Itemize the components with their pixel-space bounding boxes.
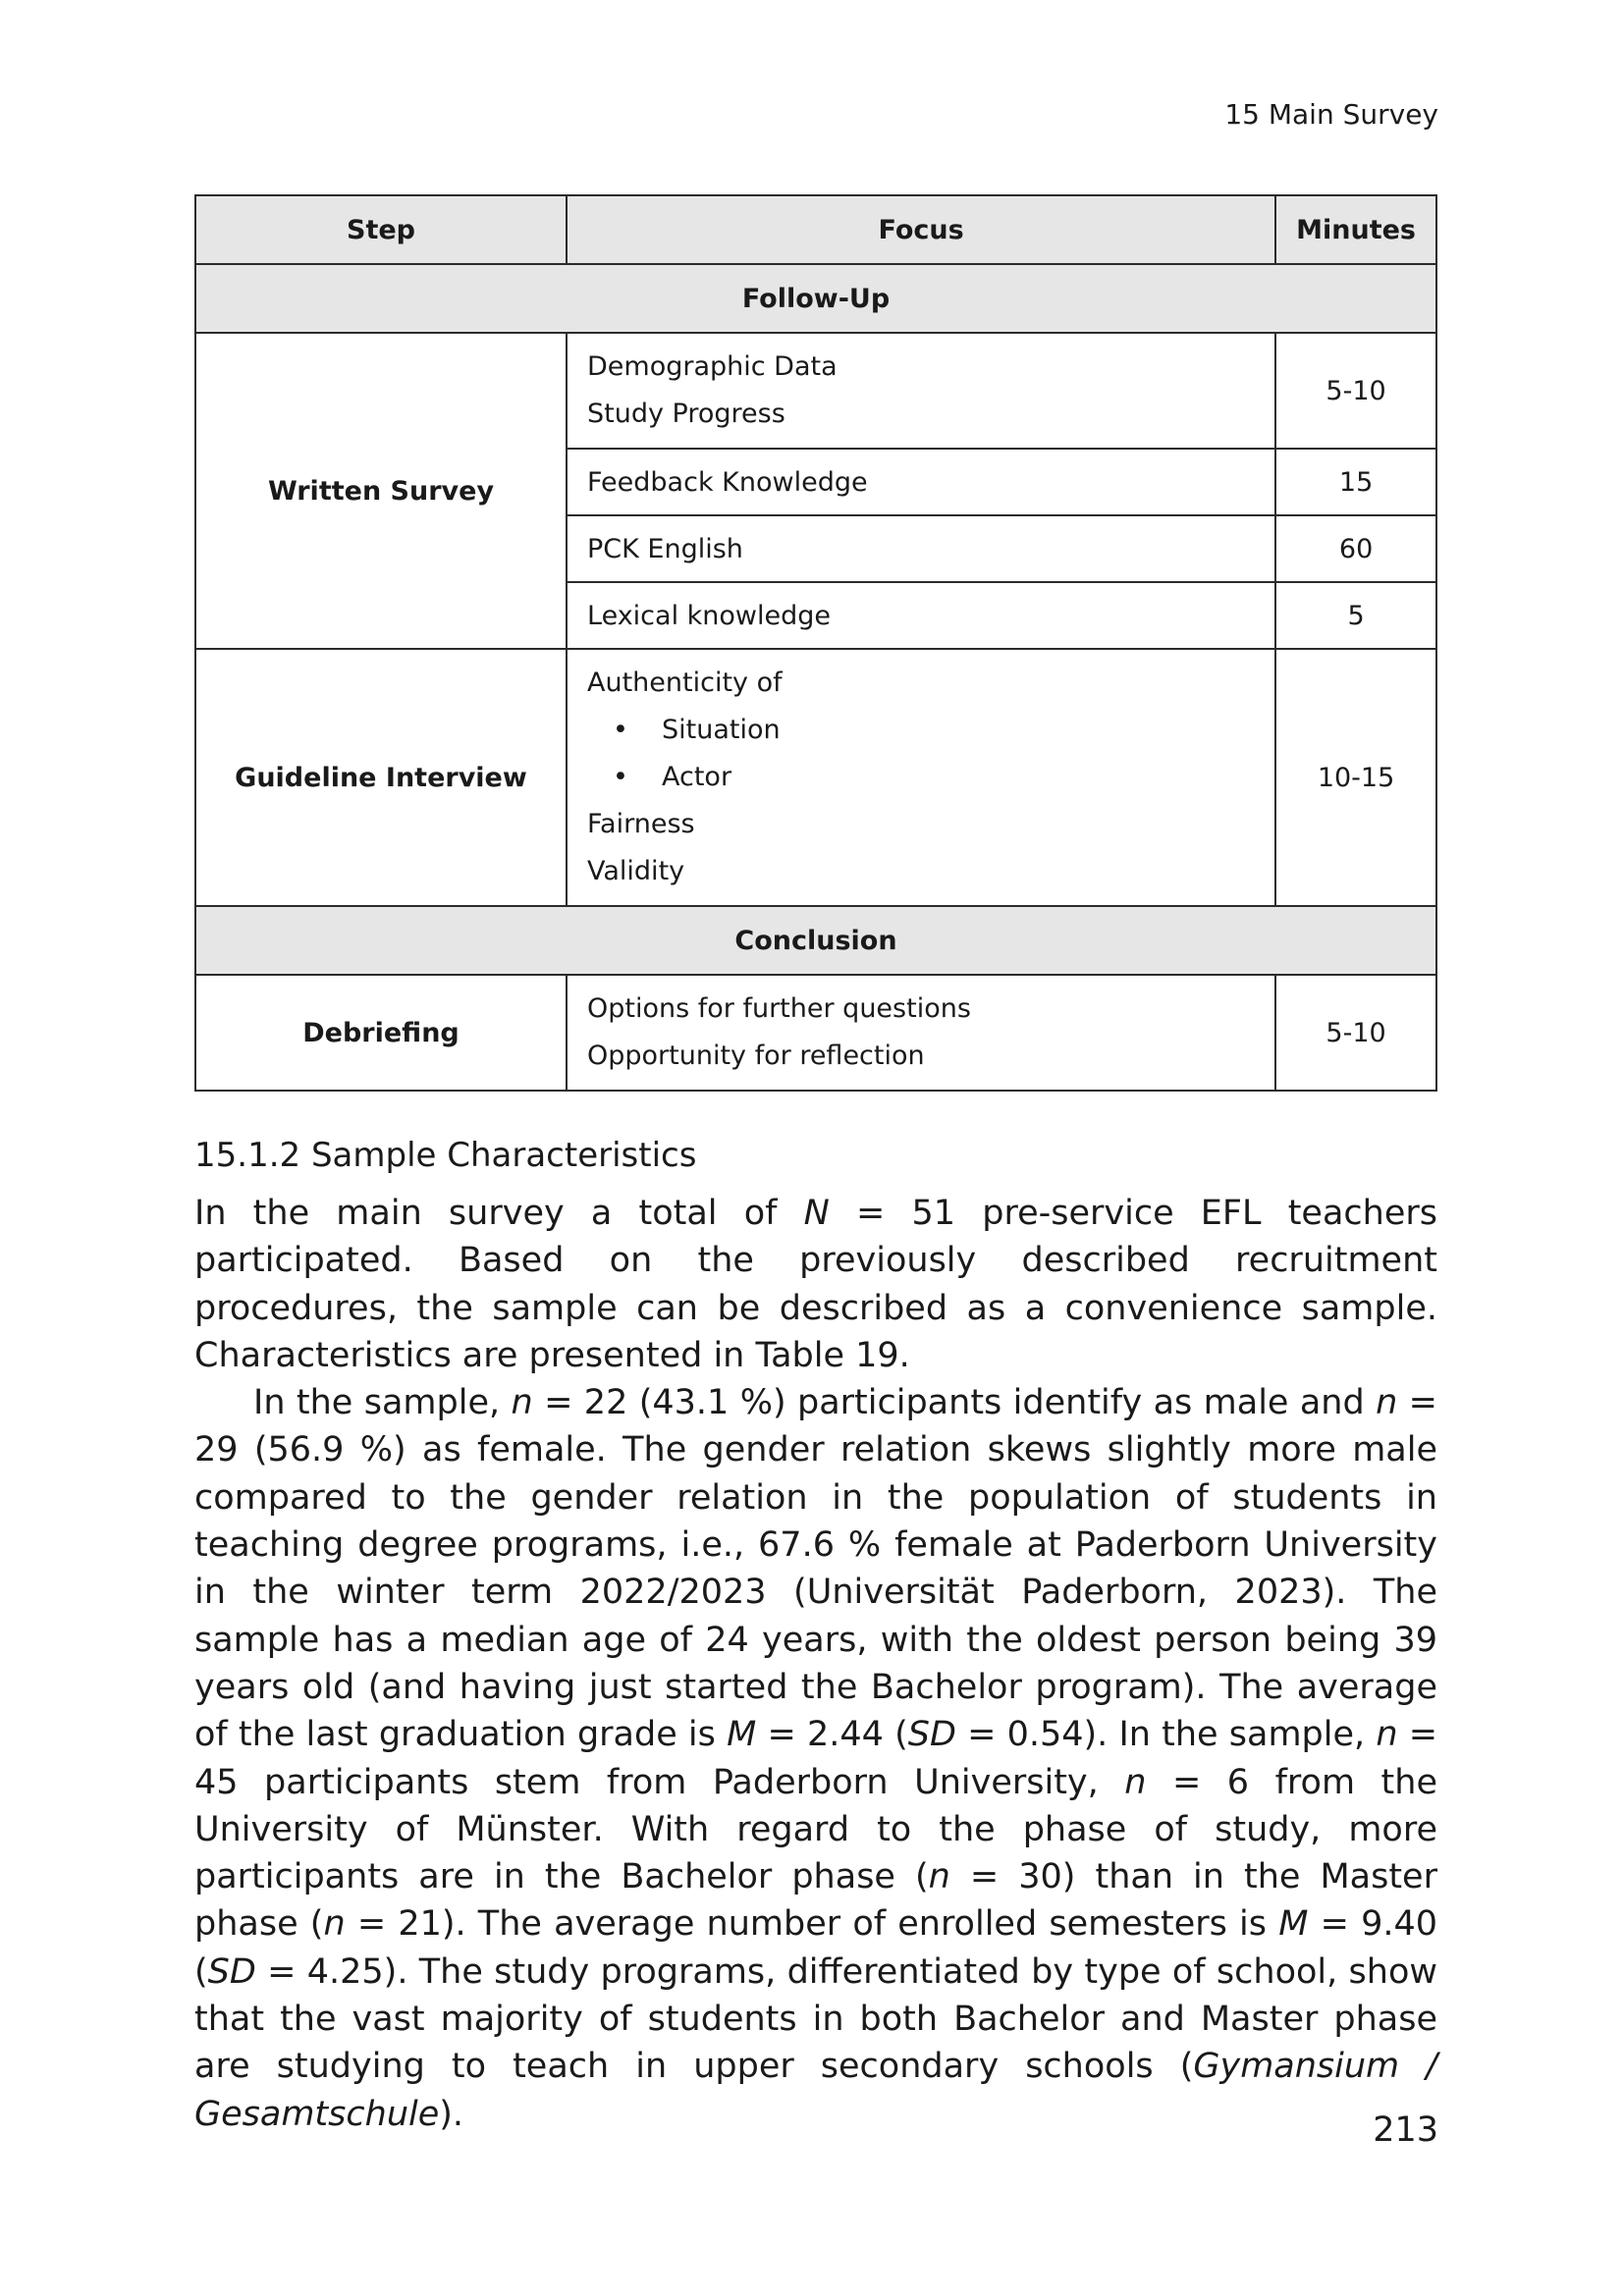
focus-cell: Lexical knowledge: [567, 582, 1275, 649]
survey-steps-table: [194, 194, 1437, 1092]
minutes-cell: 5-10: [1275, 975, 1436, 1091]
focus-cell: PCK English: [567, 515, 1275, 582]
table-row: [195, 975, 1436, 1091]
focus-cell: [567, 333, 1275, 449]
table-header-row: [195, 195, 1436, 264]
focus-line: Validity: [587, 856, 685, 886]
header-step: Step: [195, 195, 567, 264]
bullet-text: Actor: [662, 762, 732, 792]
table-row: [195, 649, 1436, 906]
section-followup: Follow-Up: [195, 264, 1436, 333]
header-minutes: Minutes: [1275, 195, 1436, 264]
focus-line: Authenticity of: [587, 667, 783, 698]
section-heading: 15.1.2 Sample Characteristics: [194, 1136, 697, 1175]
running-head: 15 Main Survey: [1224, 98, 1438, 131]
step-debriefing: Debriefing: [195, 975, 567, 1091]
table-row: [195, 333, 1436, 449]
focus-line: Fairness: [587, 809, 695, 839]
body-text: [194, 1190, 1437, 2138]
focus-bullet: [587, 707, 1255, 754]
section-conclusion: Conclusion: [195, 906, 1436, 975]
focus-line: Opportunity for reflection: [587, 1041, 925, 1071]
section-row-conclusion: [195, 906, 1436, 975]
page-number: 213: [1373, 2110, 1438, 2150]
focus-bullet: [587, 754, 1255, 801]
minutes-cell: 60: [1275, 515, 1436, 582]
focus-cell: [567, 649, 1275, 906]
focus-cell: Feedback Knowledge: [567, 449, 1275, 515]
bullet-text: Situation: [662, 715, 781, 745]
minutes-cell: 5-10: [1275, 333, 1436, 449]
paragraph-2: In the sample, n = 22 (43.1 %) participants identify as male and n = 29 (56.9 %) as female. The gender relation skews slightly more male compared to the gender relation in the population of students in teaching degree programs, i.e., 67.6 % female at Paderborn University in the winter term 2022/2023 (Universität Paderborn, 2023). The sample has a median age of 24 years, with the oldest person being 39 years old (and having just started the Bachelor program). The average of the last graduation grade is M = 2.44 (SD = 0.54). In the sample, n = 45 participants stem from Paderborn University, n = 6 from the University of Münster. With regard to the phase of study, more participants are in the Bachelor phase (n = 30) than in the Master phase (n = 21). The average number of enrolled semesters is M = 9.40 (SD = 4.25). The study programs, differentiated by type of school, show that the vast majority of students in both Bachelor and Master phase are studying to teach in upper secondary schools (Gymansium / Gesamtschule).: [194, 1383, 1438, 2134]
bullet-icon: •: [613, 715, 628, 745]
focus-cell: [567, 975, 1275, 1091]
focus-line: Study Progress: [587, 399, 785, 429]
header-focus: Focus: [567, 195, 1275, 264]
minutes-cell: 10-15: [1275, 649, 1436, 906]
paragraph-1: In the main survey a total of N = 51 pre-service EFL teachers participated. Based on the previously described recruitment procedures, the sample can be described as a convenience sample. Characteristics are presented in Table 19.: [194, 1194, 1437, 1375]
step-guideline-interview: Guideline Interview: [195, 649, 567, 906]
bullet-icon: •: [613, 762, 628, 792]
minutes-cell: 5: [1275, 582, 1436, 649]
focus-line: Demographic Data: [587, 351, 838, 382]
section-row-followup: [195, 264, 1436, 333]
minutes-cell: 15: [1275, 449, 1436, 515]
step-written-survey: Written Survey: [195, 333, 567, 649]
focus-line: Options for further questions: [587, 993, 971, 1024]
